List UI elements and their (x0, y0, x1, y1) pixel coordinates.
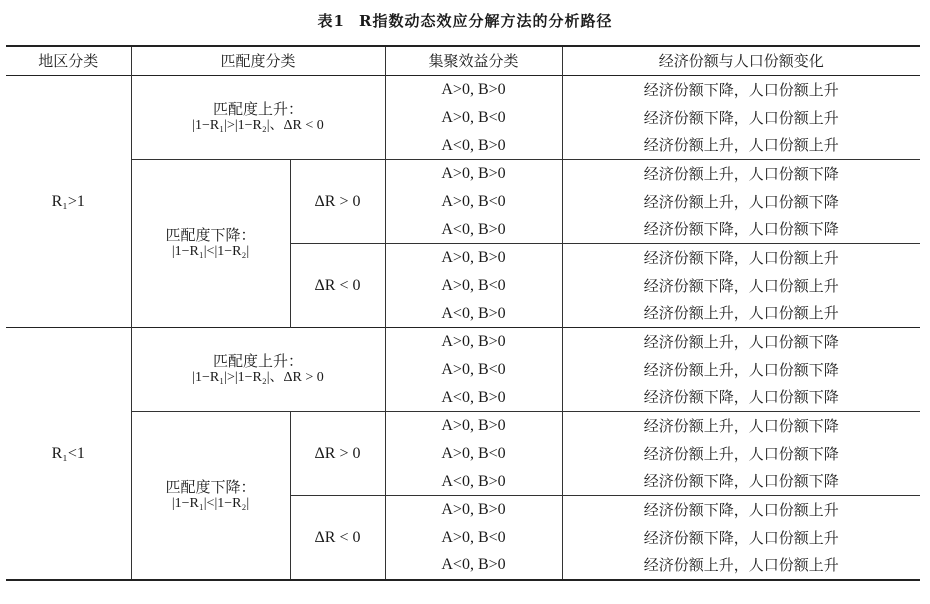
condition-cell: A>0, B>0 (385, 160, 562, 188)
header-row (6, 46, 920, 76)
condition-cell: A>0, B>0 (385, 496, 562, 524)
condition-cell: A>0, B<0 (385, 440, 562, 468)
match-formula: |1−R₁|>|1−R₂|、ΔR > 0 (192, 370, 324, 386)
condition-cell: A>0, B>0 (385, 328, 562, 356)
change-cell: 经济份额下降，人口份额上升 (562, 524, 920, 552)
change-cell: 经济份额下降，人口份额上升 (562, 76, 920, 104)
table-row (6, 328, 920, 356)
table-caption (0, 10, 930, 32)
table-number: 表1 (317, 12, 345, 30)
change-cell: 经济份额下降，人口份额上升 (562, 104, 920, 132)
condition-cell: A>0, B<0 (385, 188, 562, 216)
condition-cell: A>0, B<0 (385, 356, 562, 384)
delta-r-cell: ΔR < 0 (290, 244, 385, 328)
delta-r-cell: ΔR < 0 (290, 496, 385, 580)
condition-cell: A<0, B>0 (385, 132, 562, 160)
change-cell: 经济份额下降，人口份额上升 (562, 272, 920, 300)
condition-cell: A>0, B<0 (385, 524, 562, 552)
change-cell: 经济份额上升，人口份额下降 (562, 160, 920, 188)
match-up-cell (131, 76, 385, 160)
change-cell: 经济份额上升，人口份额上升 (562, 552, 920, 580)
analysis-path-table (6, 45, 920, 581)
delta-r-cell: ΔR > 0 (290, 412, 385, 496)
change-cell: 经济份额下降，人口份额下降 (562, 216, 920, 244)
change-cell: 经济份额下降，人口份额下降 (562, 468, 920, 496)
header-match: 匹配度分类 (131, 46, 385, 76)
change-cell: 经济份额下降，人口份额上升 (562, 244, 920, 272)
change-cell: 经济份额上升，人口份额下降 (562, 356, 920, 384)
change-cell: 经济份额上升，人口份额上升 (562, 300, 920, 328)
condition-cell: A<0, B>0 (385, 384, 562, 412)
match-formula: |1−R₁|>|1−R₂|、ΔR < 0 (192, 118, 324, 134)
change-cell: 经济份额下降，人口份额下降 (562, 384, 920, 412)
condition-cell: A>0, B>0 (385, 76, 562, 104)
match-formula: |1−R₁|<|1−R₂| (171, 244, 250, 260)
table-row (6, 160, 920, 188)
delta-r-cell: ΔR > 0 (290, 160, 385, 244)
header-agglomeration: 集聚效益分类 (385, 46, 562, 76)
region-cell: R₁>1 (6, 76, 131, 328)
match-label: 匹配度上升： (213, 100, 304, 119)
condition-cell: A>0, B>0 (385, 412, 562, 440)
table-title: R指数动态效应分解方法的分析路径 (358, 12, 613, 30)
match-label: 匹配度上升： (213, 352, 304, 371)
condition-cell: A>0, B<0 (385, 272, 562, 300)
match-formula: |1−R₁|<|1−R₂| (171, 495, 250, 511)
match-down-cell (131, 412, 290, 580)
change-cell: 经济份额上升，人口份额下降 (562, 412, 920, 440)
region-cell: R₁<1 (6, 328, 131, 580)
match-down-cell (131, 160, 290, 328)
change-cell: 经济份额上升，人口份额下降 (562, 440, 920, 468)
header-share-change: 经济份额与人口份额变化 (562, 46, 920, 76)
table-row (6, 76, 920, 104)
change-cell: 经济份额上升，人口份额上升 (562, 132, 920, 160)
table-row (6, 412, 920, 440)
change-cell: 经济份额上升，人口份额下降 (562, 188, 920, 216)
match-label: 匹配度下降： (165, 226, 256, 245)
header-region: 地区分类 (6, 46, 131, 76)
condition-cell: A<0, B>0 (385, 552, 562, 580)
condition-cell: A<0, B>0 (385, 468, 562, 496)
condition-cell: A>0, B<0 (385, 104, 562, 132)
match-up-cell (131, 328, 385, 412)
match-label: 匹配度下降： (165, 477, 256, 496)
change-cell: 经济份额下降，人口份额上升 (562, 496, 920, 524)
condition-cell: A<0, B>0 (385, 216, 562, 244)
condition-cell: A<0, B>0 (385, 300, 562, 328)
condition-cell: A>0, B>0 (385, 244, 562, 272)
change-cell: 经济份额上升，人口份额下降 (562, 328, 920, 356)
